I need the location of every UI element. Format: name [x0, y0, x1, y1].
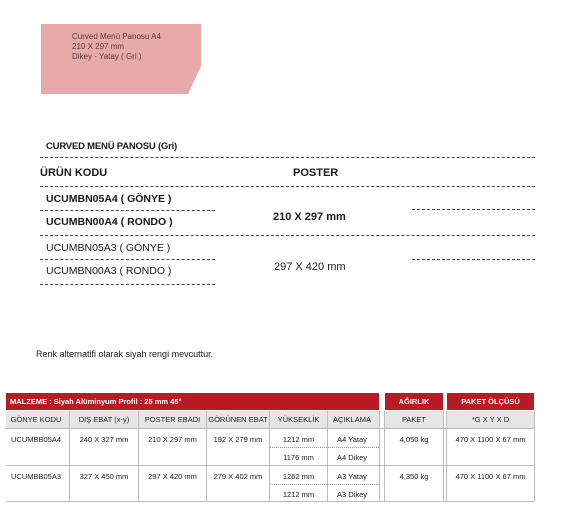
poster-size-a4: 210 X 297 mm: [273, 211, 346, 223]
column-divider: [379, 411, 380, 501]
column-divider: [446, 411, 447, 501]
tag-line-1: Curved Menü Panosu A4: [72, 32, 161, 41]
product-code: UCUMBN05A3 ( GÖNYE ): [46, 242, 171, 254]
divider: [412, 209, 535, 210]
column-divider: [443, 411, 444, 501]
header-poster: POSTER: [293, 167, 339, 179]
tag-line-3: Dikey - Yatay ( Gri ): [72, 52, 142, 61]
col-header-poster: POSTER EBADI: [144, 415, 201, 424]
divider: [40, 210, 215, 211]
package-banner: PAKET ÖLÇÜSÜ: [447, 393, 534, 410]
product-code: UCUMBN05A4 ( GÖNYE ): [46, 193, 172, 205]
spec-height: 1176 mm: [283, 453, 314, 462]
spec-visible-size: 192 X 279 mm: [213, 435, 263, 444]
column-divider: [384, 411, 385, 501]
spec-weight: 4,050 kg: [399, 435, 429, 444]
col-header-height: YÜKSEKLİK: [277, 415, 320, 424]
spec-weight: 4,350 kg: [399, 472, 429, 481]
divider: [40, 186, 535, 187]
col-header-weight: PAKET: [401, 415, 427, 424]
column-divider: [69, 411, 70, 501]
divider: [40, 157, 535, 158]
spec-note: A3 Dikey: [336, 490, 367, 499]
spec-height: 1262 mm: [282, 472, 315, 481]
spec-package: 470 X 1100 X 67 mm: [455, 435, 526, 444]
spec-outer-size: 240 X 327 mm: [79, 435, 129, 444]
row-divider: [6, 465, 534, 466]
spec-height: 1212 mm: [282, 490, 315, 499]
weight-banner: AĞIRLIK: [385, 393, 443, 410]
divider: [40, 259, 215, 260]
col-header-package: *G X Y X D: [471, 415, 510, 424]
spec-note: A4 Yatay: [337, 435, 367, 444]
material-banner: MALZEME : Siyah Alüminyum Profil : 25 mm 45°: [6, 393, 379, 410]
spec-poster-size: 210 X 297 mm: [148, 435, 197, 444]
row-divider: [6, 501, 534, 502]
spec-note: A4 Dikey: [336, 453, 367, 462]
col-header-notes: AÇIKLAMA: [333, 415, 371, 424]
column-divider: [206, 411, 207, 501]
tag-line-2: 210 X 297 mm: [72, 42, 125, 51]
column-divider: [138, 411, 139, 501]
spec-package: 470 X 1100 X 67 mm: [455, 472, 526, 481]
spec-note: A3 Yatay: [337, 472, 367, 481]
spec-height: 1212 mm: [282, 435, 315, 444]
row-divider: [270, 484, 379, 485]
product-code: UCUMBN00A3 ( RONDO ): [46, 265, 172, 277]
spec-outer-size: 327 X 450 mm: [79, 472, 129, 481]
spec-visible-size: 279 X 402 mm: [213, 472, 263, 481]
divider: [40, 235, 535, 236]
col-header-outer: DIŞ EBAT (x-y): [78, 415, 130, 424]
row-divider: [270, 447, 379, 448]
spec-poster-size: 297 X 420 mm: [148, 472, 197, 481]
product-code: UCUMBN00A4 ( RONDO ): [46, 216, 173, 228]
spec-code: UCUMBB05A3: [10, 472, 62, 481]
section-title: CURVED MENÜ PANOSU (Gri): [46, 141, 178, 152]
column-divider: [534, 411, 535, 501]
header-product-code: ÜRÜN KODU: [40, 167, 108, 179]
column-divider: [269, 411, 270, 501]
row-divider: [6, 428, 534, 429]
color-note: Renk alternatifi olarak siyah rengi mevcuttur.: [36, 349, 214, 359]
col-header-code: GÖNYE KODU: [10, 415, 62, 424]
divider: [412, 259, 535, 260]
divider: [40, 284, 215, 285]
product-tag: [72, 32, 161, 62]
spec-code: UCUMBB05A4: [10, 435, 62, 444]
col-header-visible: GÖRÜNEN EBAT: [208, 415, 268, 424]
poster-size-a3: 297 X 420 mm: [274, 261, 346, 273]
